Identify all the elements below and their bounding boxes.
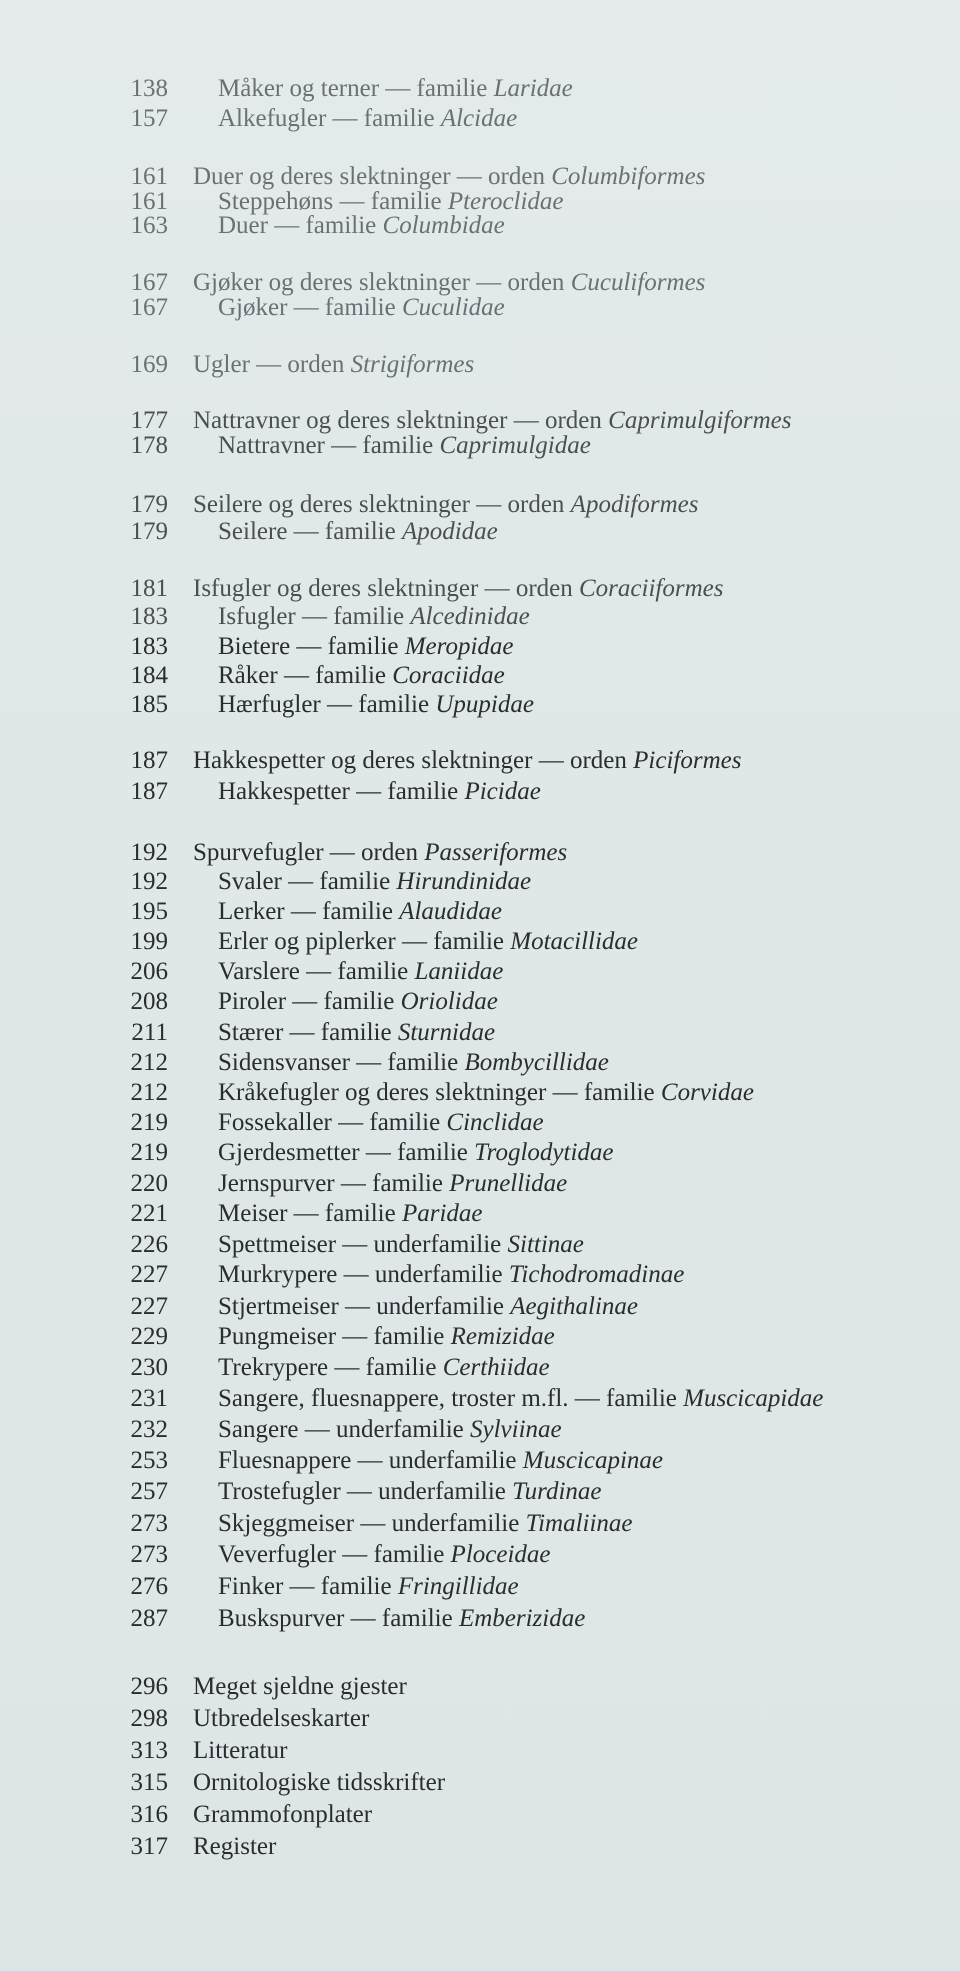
toc-page-number: 195 [130, 898, 168, 925]
toc-entry [0, 897, 960, 927]
toc-entry-text: Duer og deres slektninger — orden [193, 163, 552, 190]
toc-page-number: 157 [130, 105, 168, 132]
toc-latin-name: Piciformes [633, 747, 742, 774]
toc-latin-name: Muscicapidae [683, 1385, 824, 1412]
toc-entry-title [218, 632, 514, 662]
toc-entry-text: Svaler — familie [218, 868, 397, 895]
toc-entry-text: Hakkespetter og deres slektninger — orden [193, 747, 634, 774]
toc-latin-name: Coraciiformes [579, 575, 724, 602]
toc-page-number: 208 [130, 988, 168, 1015]
toc-entry [0, 661, 960, 691]
toc-entry [0, 211, 960, 241]
toc-page-number: 231 [130, 1385, 168, 1412]
toc-entry-title [218, 1540, 551, 1570]
toc-entry-title [218, 867, 531, 897]
toc-page-number: 167 [130, 294, 168, 321]
toc-entry-title [218, 987, 498, 1017]
toc-page-number: 315 [130, 1769, 168, 1796]
toc-entry [0, 1048, 960, 1078]
toc-page-number: 227 [130, 1293, 168, 1320]
toc-entry-text: Pungmeiser — familie [218, 1323, 451, 1350]
toc-latin-name: Hirundinidae [396, 868, 532, 895]
toc-entry-title [218, 777, 541, 807]
toc-latin-name: Emberizidae [458, 1605, 586, 1632]
toc-page-number: 230 [130, 1354, 168, 1381]
toc-latin-name: Meropidae [404, 633, 514, 660]
toc-entry-text: Trekrypere — familie [218, 1354, 443, 1381]
toc-entry-text: Murkrypere — underfamilie [218, 1261, 509, 1288]
toc-entry-title [218, 1048, 609, 1078]
toc-page-number: 227 [130, 1261, 168, 1288]
toc-page-number: 212 [130, 1049, 168, 1076]
toc-page-number: 232 [130, 1416, 168, 1443]
toc-entry-text: Nattravner og deres slektninger — orden [193, 407, 609, 434]
toc-entry-title [218, 1108, 544, 1138]
toc-entry-title [218, 1604, 585, 1634]
toc-entry-title [218, 293, 505, 323]
toc-entry [0, 1800, 960, 1830]
toc-page-number: 298 [130, 1705, 168, 1732]
toc-entry [0, 1292, 960, 1322]
toc-page-number: 199 [130, 928, 168, 955]
toc-page-number: 169 [130, 351, 168, 378]
toc-page-number: 178 [130, 432, 168, 459]
toc-entry-title [218, 661, 505, 691]
toc-entry [0, 431, 960, 461]
toc-entry-text: Sangere, fluesnappere, troster m.fl. — familie [218, 1385, 684, 1412]
toc-entry-text: Erler og piplerker — familie [218, 928, 511, 955]
toc-page-number: 273 [130, 1510, 168, 1537]
toc-entry-title [218, 1138, 614, 1168]
toc-entry-title [193, 838, 567, 868]
toc-entry-text: Kråkefugler og deres slektninger — familie [218, 1079, 661, 1106]
toc-latin-name: Caprimulgiformes [608, 407, 792, 434]
toc-entry-title [218, 1446, 663, 1476]
toc-entry-text: Varslere — familie [218, 958, 415, 985]
toc-entry-text: Sidensvanser — familie [218, 1049, 465, 1076]
toc-entry [0, 1353, 960, 1383]
toc-entry-title [218, 517, 498, 547]
toc-entry [0, 1736, 960, 1766]
toc-entry-title [218, 897, 502, 927]
toc-entry-title [218, 1572, 519, 1602]
toc-latin-name: Muscicapinae [522, 1447, 663, 1474]
toc-latin-name: Motacillidae [510, 928, 638, 955]
toc-entry-text: Hakkespetter — familie [218, 778, 465, 805]
toc-entry [0, 1572, 960, 1602]
toc-latin-name: Alcidae [440, 105, 518, 132]
toc-entry-text: Fossekaller — familie [218, 1109, 447, 1136]
toc-entry-text: Isfugler — familie [218, 603, 411, 630]
toc-latin-name: Caprimulgidae [439, 432, 591, 459]
toc-entry [0, 1078, 960, 1108]
toc-entry [0, 293, 960, 323]
toc-entry-text: Fluesnappere — underfamilie [218, 1447, 523, 1474]
toc-entry-title [193, 350, 474, 380]
toc-page-number: 219 [130, 1109, 168, 1136]
toc-entry-title [218, 431, 591, 461]
toc-page-number: 229 [130, 1323, 168, 1350]
toc-entry [0, 1672, 960, 1702]
toc-page-number: 192 [130, 839, 168, 866]
toc-entry-title [218, 1292, 638, 1322]
toc-page-number: 138 [130, 75, 168, 102]
toc-entry-text: Litteratur [193, 1737, 288, 1764]
toc-entry-title [193, 574, 723, 604]
toc-latin-name: Fringillidae [397, 1573, 519, 1600]
toc-entry-title [218, 1322, 555, 1352]
toc-entry-text: Alkefugler — familie [218, 105, 441, 132]
toc-entry [0, 1138, 960, 1168]
toc-latin-name: Corvidae [660, 1079, 754, 1106]
toc-entry-title [218, 602, 530, 632]
toc-page-number: 185 [130, 691, 168, 718]
toc-latin-name: Passeriformes [424, 839, 568, 866]
toc-entry [0, 1477, 960, 1507]
toc-entry [0, 957, 960, 987]
toc-entry-title [218, 957, 503, 987]
toc-latin-name: Tichodromadinae [508, 1261, 685, 1288]
toc-latin-name: Picidae [464, 778, 541, 805]
toc-latin-name: Oriolidae [400, 988, 498, 1015]
toc-entry-title [218, 1199, 483, 1229]
toc-entry-title [218, 211, 505, 241]
toc-entry [0, 1322, 960, 1352]
toc-latin-name: Columbiformes [551, 163, 706, 190]
toc-latin-name: Sittinae [507, 1231, 584, 1258]
toc-latin-name: Cuculiformes [570, 269, 706, 296]
toc-entry-text: Steppehøns — familie [218, 188, 448, 215]
toc-entry [0, 632, 960, 662]
toc-entry [0, 1768, 960, 1798]
toc-entry [0, 987, 960, 1017]
toc-entry-title [218, 1078, 754, 1108]
toc-entry [0, 104, 960, 134]
toc-page-number: 183 [130, 633, 168, 660]
toc-entry [0, 1540, 960, 1570]
toc-entry-text: Meget sjeldne gjester [193, 1673, 407, 1700]
toc-entry-text: Duer — familie [218, 212, 383, 239]
toc-page-number: 226 [130, 1231, 168, 1258]
toc-entry-title [193, 1832, 276, 1862]
toc-page-number: 179 [130, 491, 168, 518]
toc-entry-title [193, 1736, 287, 1766]
toc-page-number: 161 [130, 188, 168, 215]
toc-entry-text: Skjeggmeiser — underfamilie [218, 1510, 526, 1537]
toc-latin-name: Apodiformes [570, 491, 699, 518]
toc-entry-title [193, 1672, 407, 1702]
toc-entry-title [193, 490, 698, 520]
toc-latin-name: Timaliinae [525, 1510, 633, 1537]
toc-entry-title [193, 1704, 369, 1734]
toc-entry-text: Gjerdesmetter — familie [218, 1139, 475, 1166]
toc-entry-text: Grammofonplater [193, 1801, 373, 1828]
toc-latin-name: Aegithalinae [510, 1293, 639, 1320]
toc-page-number: 211 [131, 1019, 168, 1046]
toc-entry [0, 1604, 960, 1634]
toc-entry [0, 1260, 960, 1290]
toc-entry-title [218, 1260, 684, 1290]
toc-page-number: 221 [130, 1200, 168, 1227]
toc-latin-name: Prunellidae [449, 1170, 568, 1197]
toc-page-number: 287 [130, 1605, 168, 1632]
toc-entry [0, 602, 960, 632]
toc-entry [0, 690, 960, 720]
toc-page-number: 220 [130, 1170, 168, 1197]
toc-page-number: 161 [130, 163, 168, 190]
toc-entry [0, 1415, 960, 1445]
toc-entry-text: Finker — familie [218, 1573, 398, 1600]
toc-latin-name: Certhiidae [442, 1354, 550, 1381]
toc-entry-title [218, 74, 573, 104]
toc-entry-text: Ornitologiske tidsskrifter [193, 1769, 446, 1796]
toc-entry [0, 1018, 960, 1048]
toc-entry-title [193, 1768, 445, 1798]
toc-entry [0, 927, 960, 957]
toc-entry [0, 74, 960, 104]
toc-entry-text: Jernspurver — familie [218, 1170, 450, 1197]
toc-entry-text: Lerker — familie [218, 898, 400, 925]
toc-entry-title [218, 690, 534, 720]
toc-latin-name: Pteroclidae [447, 188, 564, 215]
toc-page-number: 177 [130, 407, 168, 434]
toc-page-number: 253 [130, 1447, 168, 1474]
toc-latin-name: Bombycillidae [464, 1049, 609, 1076]
toc-page-number: 181 [130, 575, 168, 602]
toc-latin-name: Cuculidae [401, 294, 505, 321]
toc-page-number: 212 [130, 1079, 168, 1106]
toc-entry-text: Piroler — familie [218, 988, 401, 1015]
toc-page-number: 313 [130, 1737, 168, 1764]
toc-entry-text: Hærfugler — familie [218, 691, 436, 718]
toc-latin-name: Alaudidae [399, 898, 502, 925]
toc-entry [0, 867, 960, 897]
toc-entry-title [218, 1477, 602, 1507]
toc-latin-name: Laridae [493, 75, 573, 102]
toc-entry-text: Spettmeiser — underfamilie [218, 1231, 508, 1258]
toc-entry [0, 1704, 960, 1734]
toc-entry-text: Måker og terner — familie [218, 75, 494, 102]
toc-entry-text: Ugler — orden [193, 351, 351, 378]
toc-latin-name: Laniidae [414, 958, 504, 985]
toc-entry-title [218, 1018, 495, 1048]
toc-page-number: 187 [130, 747, 168, 774]
toc-entry-text: Meiser — familie [218, 1200, 402, 1227]
toc-entry-title [218, 1415, 562, 1445]
toc-latin-name: Sylviinae [470, 1416, 562, 1443]
toc-entry [0, 490, 960, 520]
toc-entry [0, 1230, 960, 1260]
toc-entry-title [193, 746, 741, 776]
toc-entry-text: Gjøker — familie [218, 294, 402, 321]
toc-entry-title [218, 927, 638, 957]
toc-latin-name: Columbidae [382, 212, 505, 239]
toc-page-number: 187 [130, 778, 168, 805]
toc-entry-text: Utbredelseskarter [193, 1705, 370, 1732]
toc-entry [0, 574, 960, 604]
toc-entry-text: Bietere — familie [218, 633, 405, 660]
toc-entry-title [218, 1353, 550, 1383]
toc-entry [0, 1446, 960, 1476]
toc-entry-title [218, 1230, 584, 1260]
toc-entry-text: Register [193, 1833, 277, 1860]
toc-page-number: 179 [130, 518, 168, 545]
toc-page-number: 317 [130, 1833, 168, 1860]
toc-page-number: 206 [130, 958, 168, 985]
toc-page-number: 183 [130, 603, 168, 630]
toc-latin-name: Paridae [401, 1200, 483, 1227]
toc-entry-text: Seilere og deres slektninger — orden [193, 491, 571, 518]
toc-page-number: 167 [130, 269, 168, 296]
toc-entry-title [218, 1509, 633, 1539]
toc-page-number: 296 [130, 1673, 168, 1700]
toc-page-number: 184 [130, 662, 168, 689]
toc-page-number: 163 [130, 212, 168, 239]
toc-entry [0, 1832, 960, 1862]
toc-entry-text: Veverfugler — familie [218, 1541, 451, 1568]
toc-latin-name: Sturnidae [397, 1019, 496, 1046]
toc-page-number: 219 [130, 1139, 168, 1166]
toc-entry-text: Nattravner — familie [218, 432, 440, 459]
toc-entry [0, 1199, 960, 1229]
toc-latin-name: Troglodytidae [474, 1139, 614, 1166]
toc-entry-text: Seilere — familie [218, 518, 402, 545]
toc-page-number: 192 [130, 868, 168, 895]
toc-latin-name: Turdinae [512, 1478, 602, 1505]
toc-page-number: 316 [130, 1801, 168, 1828]
toc-latin-name: Coraciidae [392, 662, 505, 689]
toc-latin-name: Cinclidae [446, 1109, 544, 1136]
toc-entry-text: Buskspurver — familie [218, 1605, 459, 1632]
toc-entry-text: Trostefugler — underfamilie [218, 1478, 513, 1505]
toc-entry [0, 517, 960, 547]
toc-entry [0, 1108, 960, 1138]
toc-page-number: 257 [130, 1478, 168, 1505]
toc-page-number: 276 [130, 1573, 168, 1600]
toc-latin-name: Apodidae [401, 518, 498, 545]
toc-entry-title [218, 1384, 823, 1414]
toc-entry-text: Stjertmeiser — underfamilie [218, 1293, 511, 1320]
toc-entry [0, 746, 960, 776]
toc-entry-text: Stærer — familie [218, 1019, 398, 1046]
toc-entry-title [218, 104, 517, 134]
toc-latin-name: Ploceidae [450, 1541, 551, 1568]
toc-entry-text: Sangere — underfamilie [218, 1416, 470, 1443]
toc-entry-title [193, 1800, 372, 1830]
toc-entry [0, 838, 960, 868]
toc-entry-title [218, 1169, 567, 1199]
toc-entry-text: Gjøker og deres slektninger — orden [193, 269, 571, 296]
toc-entry-text: Råker — familie [218, 662, 393, 689]
toc-entry [0, 777, 960, 807]
toc-entry [0, 1384, 960, 1414]
toc-latin-name: Remizidae [450, 1323, 555, 1350]
toc-entry [0, 1169, 960, 1199]
toc-entry-text: Spurvefugler — orden [193, 839, 425, 866]
toc-latin-name: Upupidae [435, 691, 534, 718]
toc-entry-text: Isfugler og deres slektninger — orden [193, 575, 579, 602]
toc-page-number: 273 [130, 1541, 168, 1568]
toc-latin-name: Strigiformes [350, 351, 475, 378]
toc-latin-name: Alcedinidae [410, 603, 530, 630]
toc-entry [0, 1509, 960, 1539]
toc-entry [0, 350, 960, 380]
